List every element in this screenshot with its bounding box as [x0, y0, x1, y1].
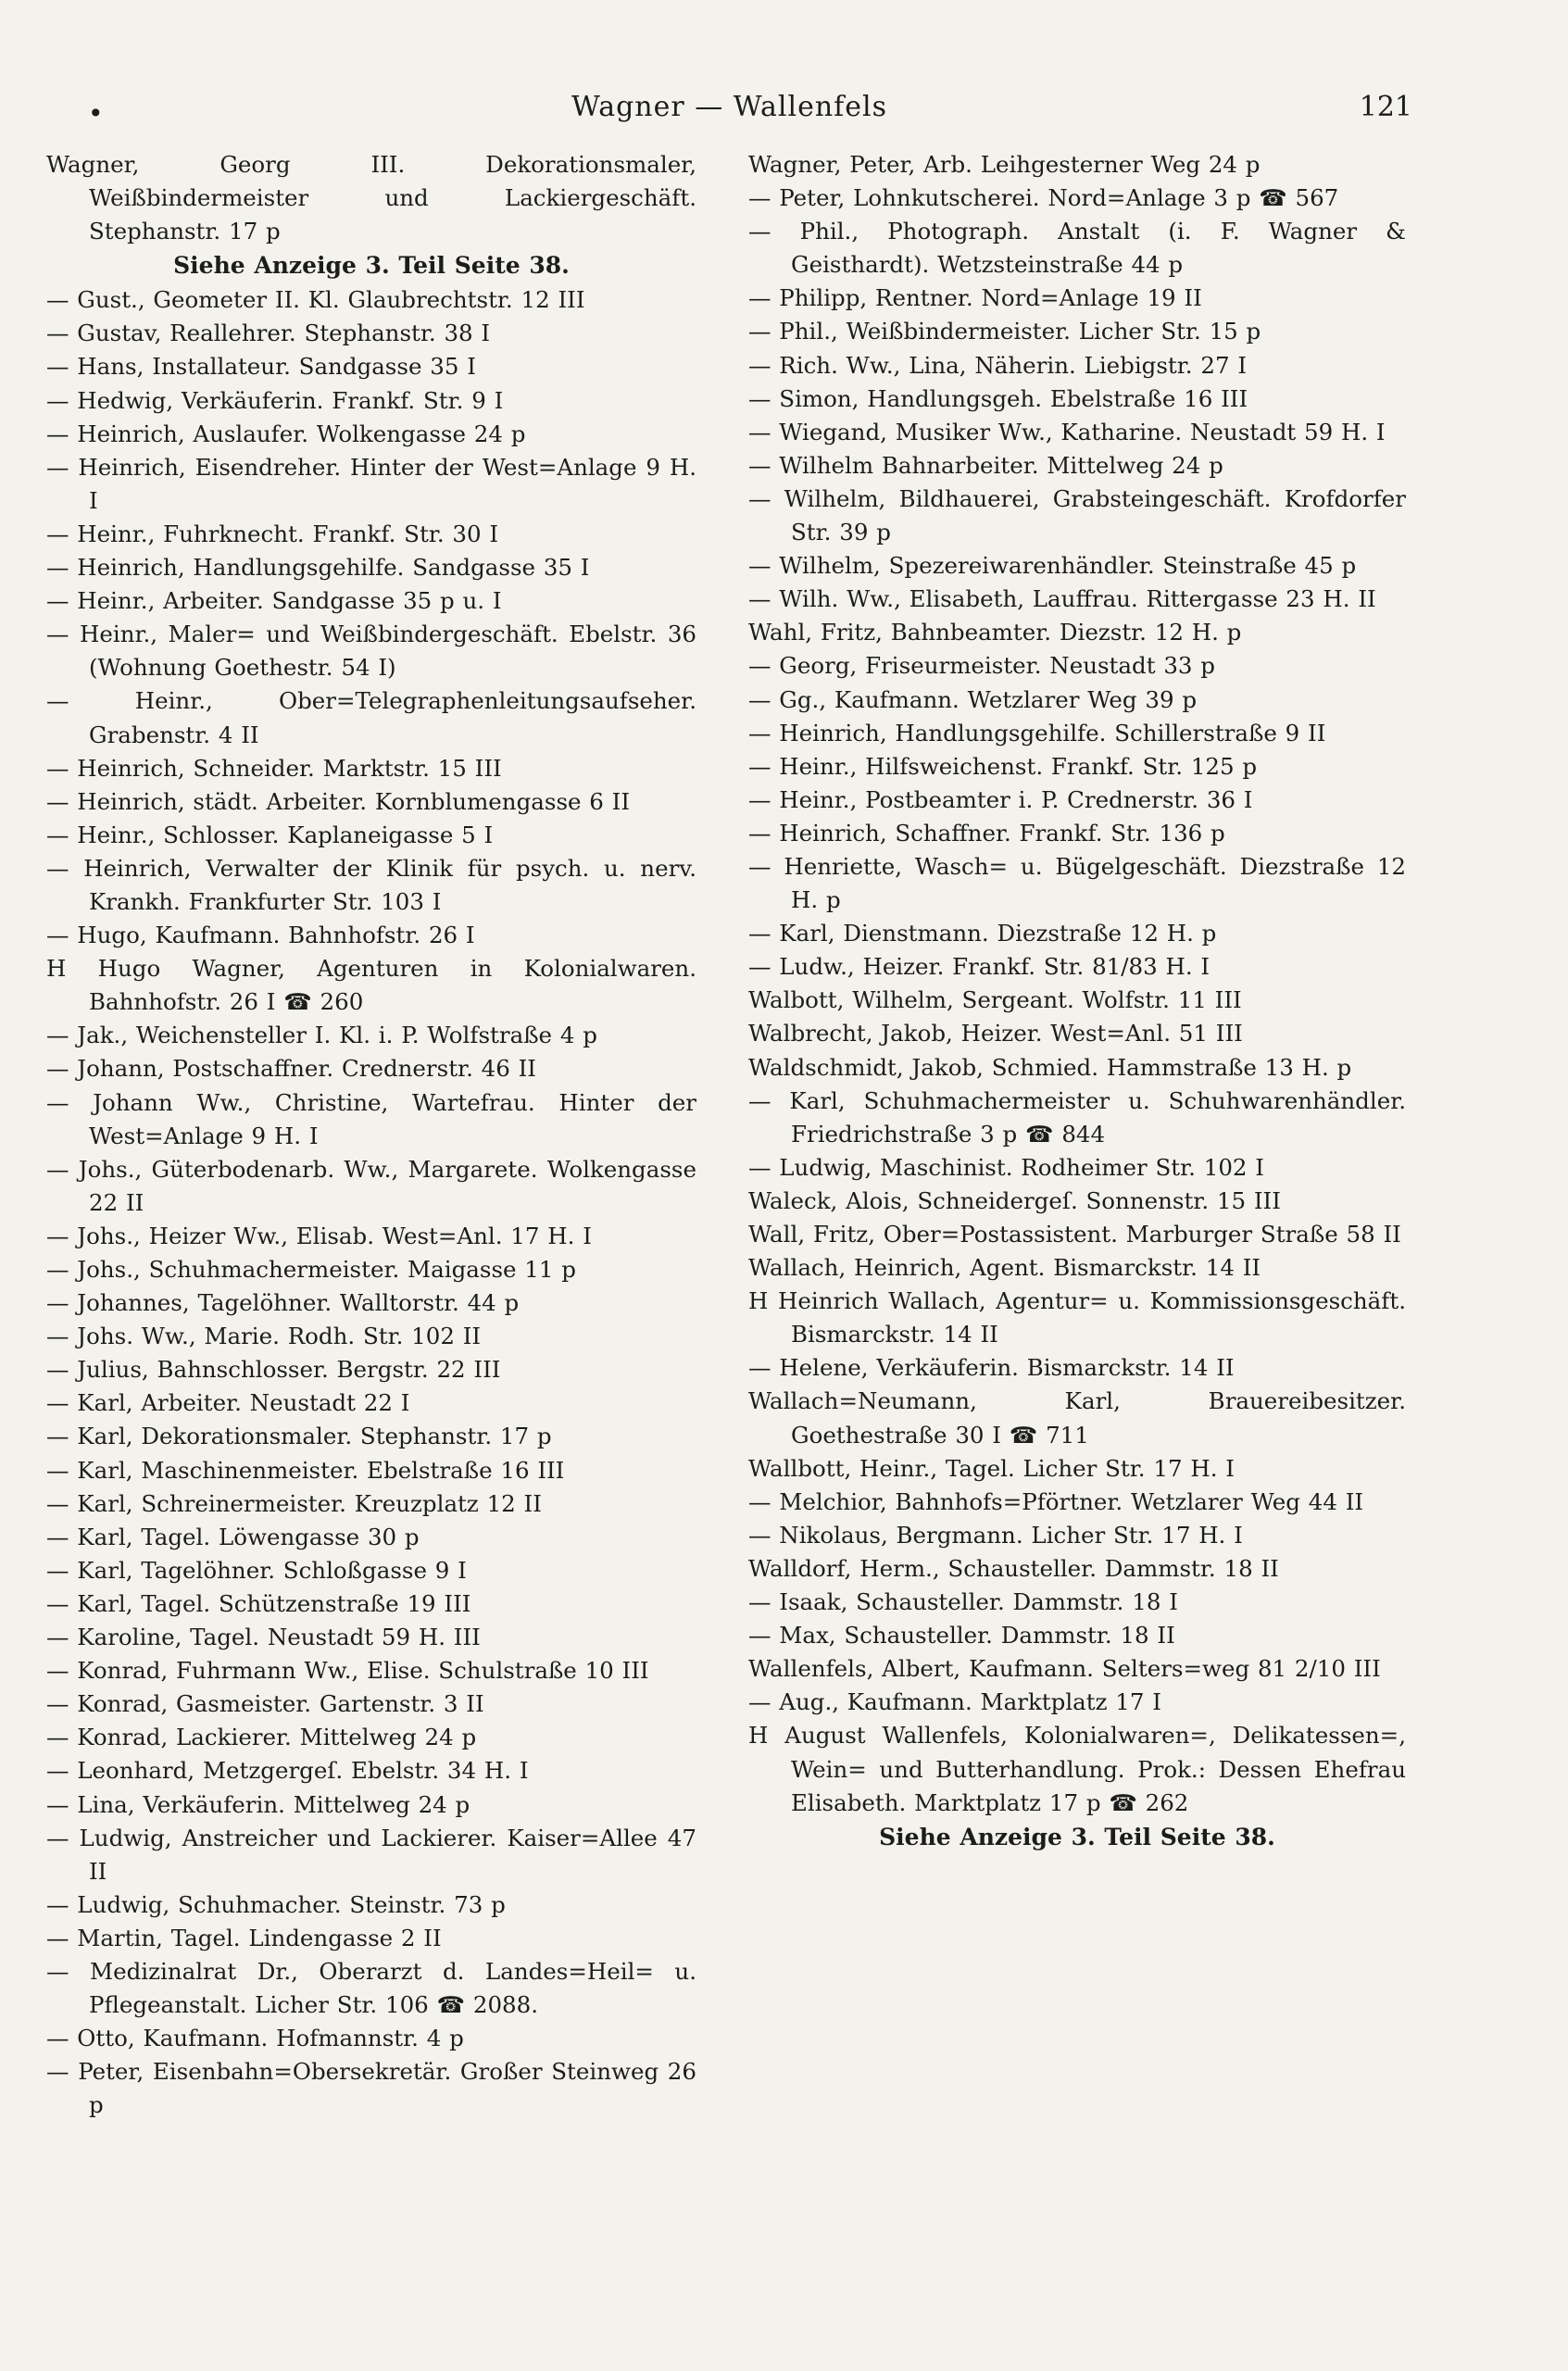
- directory-entry: — Johs. Ww., Marie. Rodh. Str. 102 II: [46, 1323, 482, 1350]
- directory-entry: — Martin, Tagel. Lindengasse 2 II: [46, 1924, 442, 1951]
- directory-entry: — Heinrich, Handlungsgehilfe. Schillerstraße 9 II: [748, 719, 1326, 746]
- directory-entry: — Medizinalrat Dr., Oberarzt d. Landes=Heil= u. Pflegeanstalt. Licher Str. 106 ☎ 2088.: [46, 1957, 696, 2019]
- directory-entry: — Hugo, Kaufmann. Bahnhofstr. 26 I: [46, 922, 475, 949]
- directory-entry: — Phil., Weißbindermeister. Licher Str. 15 p: [748, 318, 1261, 345]
- directory-entry: H August Wallenfels, Kolonialwaren=, Delikatessen=, Wein= und Butterhandlung. Prok.: Dessen Ehefrau Elisabeth. Marktplatz 17 p ☎ 262: [748, 1722, 1406, 1816]
- header-dot: •: [88, 98, 104, 129]
- directory-entry: Wallach, Heinrich, Agent. Bismarckstr. 14 II: [748, 1254, 1261, 1282]
- directory-entry: — Gustav, Reallehrer. Stephanstr. 38 I: [46, 320, 491, 347]
- directory-entry: Wahl, Fritz, Bahnbeamter. Diezstr. 12 H. p: [748, 619, 1242, 646]
- advert-reference: Siehe Anzeige 3. Teil Seite 38.: [173, 252, 570, 280]
- directory-entry: Wall, Fritz, Ober=Postassistent. Marburger Straße 58 II: [748, 1221, 1401, 1248]
- directory-entry: — Julius, Bahnschlosser. Bergstr. 22 III: [46, 1356, 501, 1384]
- directory-entry: H Hugo Wagner, Agenturen in Kolonialwaren. Bahnhofstr. 26 I ☎ 260: [46, 955, 696, 1016]
- directory-entry: — Peter, Lohnkutscherei. Nord=Anlage 3 p ☎ 567: [748, 184, 1339, 212]
- directory-entry: — Karl, Schreinermeister. Kreuzplatz 12 II: [46, 1489, 542, 1517]
- directory-entry: — Ludwig, Maschinist. Rodheimer Str. 102 I: [748, 1153, 1264, 1181]
- directory-entry: — Jak., Weichensteller I. Kl. i. P. Wolfstraße 4 p: [46, 1022, 597, 1049]
- directory-entry: — Otto, Kaufmann. Hofmannstr. 4 p: [46, 2025, 464, 2052]
- directory-entry: — Karl, Tagelöhner. Schloßgasse 9 I: [46, 1556, 467, 1584]
- running-title: Wagner — Wallenfels: [571, 91, 888, 123]
- directory-entry: — Heinr., Maler= und Weißbindergeschäft. Ebelstr. 36 (Wohnung Goethestr. 54 I): [46, 621, 696, 682]
- directory-entry: — Johs., Güterbodenarb. Ww., Margarete. Wolkengasse 22 II: [46, 1155, 696, 1216]
- directory-entry: — Wiegand, Musiker Ww., Katharine. Neustadt 59 H. I: [748, 418, 1386, 445]
- directory-entry: — Karl, Tagel. Schützenstraße 19 III: [46, 1589, 471, 1617]
- directory-entry: — Heinrich, Eisendreher. Hinter der West=Anlage 9 H. I: [46, 453, 696, 514]
- directory-entry: — Simon, Handlungsgeh. Ebelstraße 16 III: [748, 384, 1248, 412]
- directory-entry: — Rich. Ww., Lina, Näherin. Liebigstr. 27 I: [748, 351, 1248, 379]
- directory-entry: Wallenfels, Albert, Kaufmann. Selters=weg 81 2/10 III: [748, 1655, 1381, 1683]
- directory-entry: — Heinr., Postbeamter i. P. Crednerstr. 36 I: [748, 785, 1253, 813]
- directory-entry: Walbott, Wilhelm, Sergeant. Wolfstr. 11 III: [748, 986, 1242, 1014]
- directory-entry: — Melchior, Bahnhofs=Pförtner. Wetzlarer Weg 44 II: [748, 1487, 1364, 1515]
- directory-entry: Waldschmidt, Jakob, Schmied. Hammstraße 13 H. p: [748, 1053, 1352, 1081]
- directory-entry: — Wilhelm, Bildhauerei, Grabsteingeschäft. Krofdorfer Str. 39 p: [748, 484, 1406, 546]
- directory-entry: — Konrad, Fuhrmann Ww., Elise. Schulstraße 10 III: [46, 1657, 649, 1685]
- directory-entry: — Isaak, Schausteller. Dammstr. 18 I: [748, 1588, 1178, 1616]
- directory-entry: — Henriette, Wasch= u. Bügelgeschäft. Diezstraße 12 H. p: [748, 852, 1406, 914]
- left-column: [46, 148, 696, 2232]
- directory-entry: — Nikolaus, Bergmann. Licher Str. 17 H. I: [748, 1521, 1243, 1549]
- directory-entry: — Karl, Arbeiter. Neustadt 22 I: [46, 1389, 410, 1417]
- directory-entry: — Heinr., Schlosser. Kaplaneigasse 5 I: [46, 821, 494, 848]
- directory-entry: Wallbott, Heinr., Tagel. Licher Str. 17 H. I: [748, 1454, 1235, 1482]
- directory-entry: — Lina, Verkäuferin. Mittelweg 24 p: [46, 1790, 470, 1818]
- page-number: 121: [1359, 91, 1412, 123]
- directory-entry: — Hedwig, Verkäuferin. Frankf. Str. 9 I: [46, 386, 504, 414]
- directory-entry: — Konrad, Lackierer. Mittelweg 24 p: [46, 1724, 477, 1751]
- directory-entry: — Wilh. Ww., Elisabeth, Lauffrau. Rittergasse 23 H. II: [748, 585, 1376, 613]
- directory-entry: — Helene, Verkäuferin. Bismarckstr. 14 II: [748, 1354, 1235, 1382]
- directory-entry: — Wilhelm, Spezereiwarenhändler. Steinstraße 45 p: [748, 552, 1357, 580]
- directory-entry: — Heinrich, Handlungsgehilfe. Sandgasse 35 I: [46, 554, 590, 582]
- directory-entry: — Ludw., Heizer. Frankf. Str. 81/83 H. I: [748, 953, 1210, 981]
- directory-entry: — Karl, Maschinenmeister. Ebelstraße 16 III: [46, 1456, 565, 1484]
- directory-entry: — Heinrich, Auslaufer. Wolkengasse 24 p: [46, 420, 526, 447]
- directory-entry: — Peter, Eisenbahn=Obersekretär. Großer Steinweg 26 p: [46, 2058, 696, 2119]
- directory-entry: — Johs., Schuhmachermeister. Maigasse 11 p: [46, 1256, 576, 1283]
- directory-entry: — Gust., Geometer II. Kl. Glaubrechtstr. 12 III: [46, 286, 585, 314]
- directory-entry: — Hans, Installateur. Sandgasse 35 I: [46, 353, 476, 381]
- directory-entry: — Karoline, Tagel. Neustadt 59 H. III: [46, 1624, 481, 1651]
- directory-entry: — Leonhard, Metzgergeſ. Ebelstr. 34 H. I: [46, 1757, 529, 1785]
- advert-reference: Siehe Anzeige 3. Teil Seite 38.: [879, 1823, 1275, 1850]
- directory-entry: Waleck, Alois, Schneidergeſ. Sonnenstr. 15 III: [748, 1186, 1281, 1214]
- directory-entry: — Philipp, Rentner. Nord=Anlage 19 II: [748, 284, 1202, 312]
- directory-entry: Wagner, Peter, Arb. Leihgesterner Weg 24 p: [748, 151, 1261, 178]
- directory-entry: — Heinrich, Verwalter der Klinik für psych. u. nerv. Krankh. Frankfurter Str. 103 I: [46, 854, 696, 915]
- directory-entry: — Karl, Dekorationsmaler. Stephanstr. 17 p: [46, 1423, 552, 1450]
- right-column: [748, 148, 1406, 2232]
- directory-entry: — Karl, Tagel. Löwengasse 30 p: [46, 1523, 420, 1550]
- page-header: [46, 91, 1412, 137]
- directory-entry: — Karl, Schuhmachermeister u. Schuhwarenhändler. Friedrichstraße 3 p ☎ 844: [748, 1086, 1406, 1148]
- directory-entry: — Wilhelm Bahnarbeiter. Mittelweg 24 p: [748, 451, 1223, 479]
- directory-entry: — Heinr., Arbeiter. Sandgasse 35 p u. I: [46, 587, 502, 615]
- directory-entry: — Heinr., Fuhrknecht. Frankf. Str. 30 I: [46, 520, 499, 547]
- directory-entry: — Heinr., Ober=Telegraphenleitungsaufseher. Grabenstr. 4 II: [46, 687, 696, 748]
- directory-entry: — Aug., Kaufmann. Marktplatz 17 I: [748, 1688, 1161, 1716]
- directory-entry: — Konrad, Gasmeister. Gartenstr. 3 II: [46, 1690, 484, 1718]
- directory-entry: Wallach=Neumann, Karl, Brauereibesitzer. Goethestraße 30 I ☎ 711: [748, 1387, 1406, 1449]
- directory-entry: — Johann Ww., Christine, Wartefrau. Hinter der West=Anlage 9 H. I: [46, 1088, 696, 1149]
- directory-entry: — Karl, Dienstmann. Diezstraße 12 H. p: [748, 920, 1217, 947]
- directory-entry: — Heinrich, Schaffner. Frankf. Str. 136 p: [748, 819, 1225, 847]
- directory-entry: Wagner, Georg III. Dekorationsmaler, Weißbindermeister und Lackiergeschäft. Stephanstr. 17 p: [46, 151, 696, 245]
- directory-entry: — Heinr., Hilfsweichenst. Frankf. Str. 125 p: [748, 752, 1258, 780]
- directory-entry: Walbrecht, Jakob, Heizer. West=Anl. 51 III: [748, 1020, 1243, 1048]
- directory-entry: — Ludwig, Anstreicher und Lackierer. Kaiser=Allee 47 II: [46, 1824, 696, 1885]
- directory-entry: — Gg., Kaufmann. Wetzlarer Weg 39 p: [748, 685, 1198, 713]
- directory-entry: — Georg, Friseurmeister. Neustadt 33 p: [748, 652, 1215, 680]
- directory-entry: — Phil., Photograph. Anstalt (i. F. Wagner & Geisthardt). Wetzsteinstraße 44 p: [748, 218, 1406, 279]
- directory-entry: — Heinrich, Schneider. Marktstr. 15 III: [46, 754, 502, 782]
- directory-entry: — Johs., Heizer Ww., Elisab. West=Anl. 17 H. I: [46, 1222, 592, 1249]
- directory-entry: Walldorf, Herm., Schausteller. Dammstr. 18 II: [748, 1554, 1279, 1582]
- directory-entry: — Johannes, Tagelöhner. Walltorstr. 44 p: [46, 1289, 520, 1317]
- directory-entry: — Max, Schausteller. Dammstr. 18 II: [748, 1622, 1175, 1650]
- directory-entry: — Ludwig, Schuhmacher. Steinstr. 73 p: [46, 1890, 506, 1918]
- directory-entry: — Johann, Postschaffner. Crednerstr. 46 II: [46, 1055, 536, 1083]
- directory-entry: H Heinrich Wallach, Agentur= u. Kommissionsgeschäft. Bismarckstr. 14 II: [748, 1287, 1406, 1349]
- directory-entry: — Heinrich, städt. Arbeiter. Kornblumengasse 6 II: [46, 787, 631, 815]
